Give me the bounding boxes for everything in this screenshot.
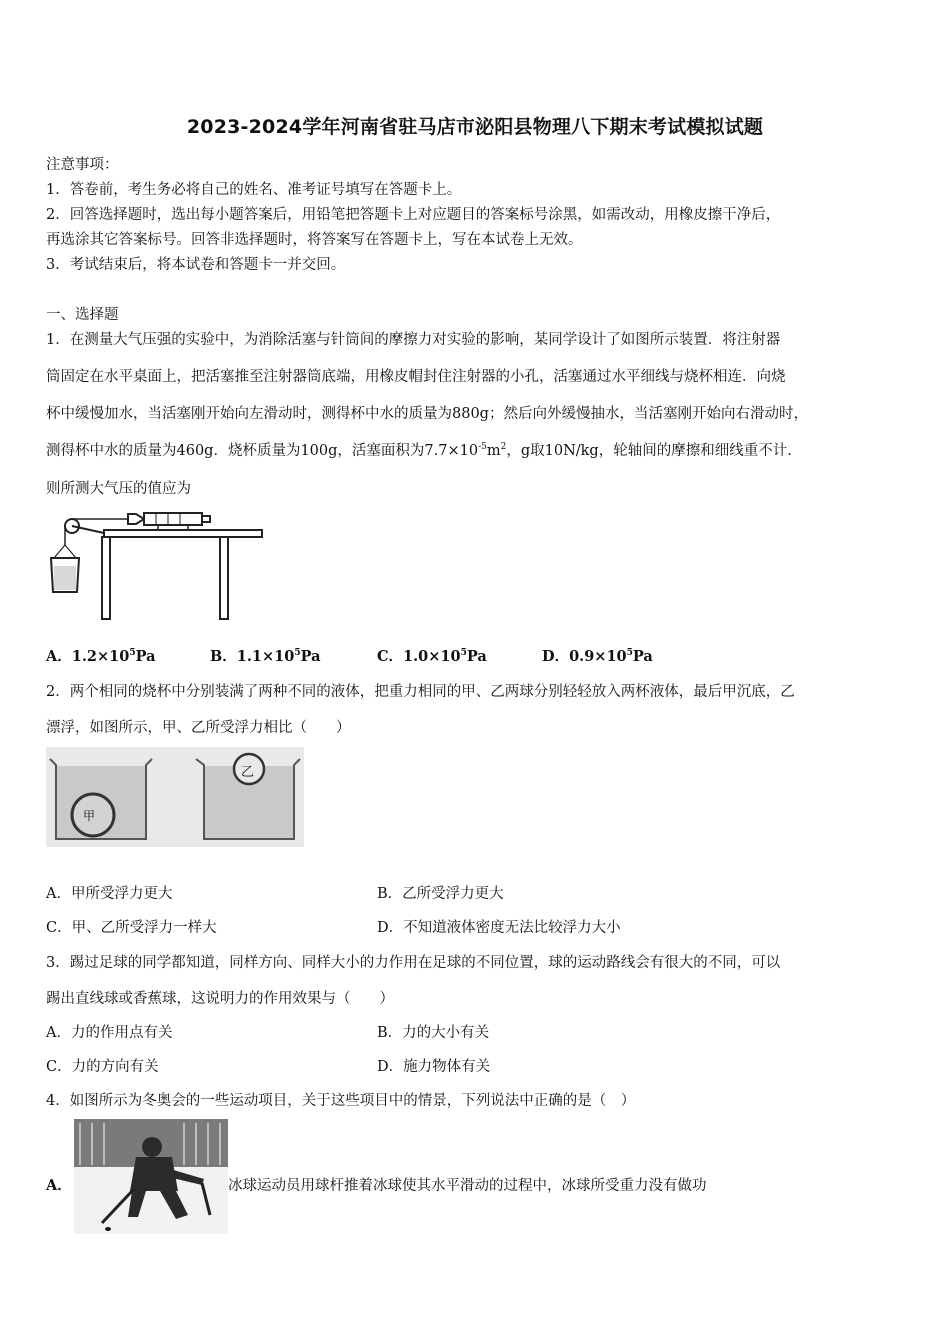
table-top bbox=[104, 530, 262, 537]
q2-beakers-drawing bbox=[46, 747, 304, 847]
q1-unit: m bbox=[486, 443, 501, 459]
syringe-icon bbox=[144, 513, 202, 525]
q1-option-b-unit: Pa bbox=[300, 648, 321, 665]
q1-line: 1．在测量大气压强的实验中，为消除活塞与针筒间的摩擦力对实验的影响，某同学设计了如图所示装置．将注射器 bbox=[46, 332, 781, 348]
q4-hockey-photo bbox=[74, 1119, 228, 1234]
table-leg bbox=[102, 537, 110, 619]
q4-option-a-label: A． bbox=[46, 1177, 72, 1194]
notice-item: 再选涂其它答案标号。回答非选择题时，将答案写在答题卡上，写在本试卷上无效。 bbox=[46, 232, 583, 248]
q1-option-d-exp: 5 bbox=[626, 648, 633, 659]
q1-line: 则所测大气压的值应为 bbox=[46, 481, 191, 497]
q1-line-text: 测得杯中水的质量为460g．烧杯质量为100g，活塞面积为7.7×10 bbox=[46, 443, 479, 459]
q1-line-tail: ，g取10N/kg，轮轴间的摩擦和细线重不计． bbox=[506, 443, 802, 459]
q1-line: 筒固定在水平桌面上，把活塞推至注射器筒底端，用橡皮帽封住注射器的小孔，活塞通过水平细线与烧杯相连．向烧 bbox=[46, 369, 786, 385]
table-leg bbox=[220, 537, 228, 619]
q4-line: 4．如图所示为冬奥会的一些运动项目，关于这些项目中的情景，下列说法中正确的是（ ） bbox=[46, 1093, 636, 1109]
notice-item: 3．考试结束后，将本试卷和答题卡一并交回。 bbox=[46, 257, 346, 273]
q1-option-c-unit: Pa bbox=[466, 648, 487, 665]
q3-option-c: C．力的方向有关 bbox=[46, 1059, 159, 1075]
q1-option-c bbox=[377, 645, 487, 666]
ball-yi-label: 乙 bbox=[241, 765, 255, 780]
q2-line: 漂浮，如图所示，甲、乙所受浮力相比（ ） bbox=[46, 720, 351, 736]
q1-option-a-exp: 5 bbox=[129, 648, 136, 659]
q2-option-b: B．乙所受浮力更大 bbox=[377, 886, 504, 902]
q1-apparatus-figure bbox=[46, 500, 268, 622]
q1-option-b-exp: 5 bbox=[294, 648, 301, 659]
q2-option-a: A．甲所受浮力更大 bbox=[46, 886, 173, 902]
q1-option-d-text: D．0.9×10 bbox=[542, 648, 627, 665]
q2-line: 2．两个相同的烧杯中分别装满了两种不同的液体，把重力相同的甲、乙两球分别轻轻放入两杯液体，最后甲沉底，乙 bbox=[46, 684, 795, 700]
q1-option-c-text: C．1.0×10 bbox=[377, 648, 461, 665]
q3-line: 踢出直线球或香蕉球，这说明力的作用效果与（ ） bbox=[46, 991, 394, 1007]
q3-line: 3．踢过足球的同学都知道，同样方向、同样大小的力作用在足球的不同位置，球的运动路线会有很大的不同，可以 bbox=[46, 955, 781, 971]
q3-option-a: A．力的作用点有关 bbox=[46, 1025, 173, 1041]
q1-option-c-exp: 5 bbox=[460, 648, 467, 659]
q1-option-a bbox=[46, 645, 156, 666]
q3-option-b: B．力的大小有关 bbox=[377, 1025, 490, 1041]
notice-item: 1．答卷前，考生务必将自己的姓名、准考证号填写在答题卡上。 bbox=[46, 182, 462, 198]
section-heading: 一、选择题 bbox=[46, 307, 119, 323]
q1-exponent: -5 bbox=[478, 442, 487, 453]
q4-option-a-text: 冰球运动员用球杆推着冰球使其水平滑动的过程中，冰球所受重力没有做功 bbox=[228, 1178, 707, 1194]
q1-option-b-text: B．1.1×10 bbox=[210, 648, 295, 665]
q1-option-d-unit: Pa bbox=[632, 648, 653, 665]
notice-heading: 注意事项： bbox=[46, 157, 119, 173]
q2-option-c: C．甲、乙所受浮力一样大 bbox=[46, 920, 217, 936]
q1-line: 杯中缓慢加水，当活塞刚开始向左滑动时，测得杯中水的质量为880g；然后向外缓慢抽水，当活塞刚开始向右滑动时， bbox=[46, 406, 808, 422]
q1-option-d bbox=[542, 645, 653, 666]
page-title: 2023-2024学年河南省驻马店市泌阳县物理八下期末考试模拟试题 bbox=[186, 116, 764, 138]
q2-option-d: D．不知道液体密度无法比较浮力大小 bbox=[377, 920, 621, 936]
q1-option-a-text: A．1.2×10 bbox=[46, 648, 130, 665]
q2-beakers-figure bbox=[46, 747, 304, 847]
q1-option-b bbox=[210, 645, 321, 666]
ball-jia-label: 甲 bbox=[83, 809, 96, 823]
q3-option-d: D．施力物体有关 bbox=[377, 1059, 491, 1075]
q1-line-4 bbox=[46, 439, 802, 460]
q1-unit-exponent: 2 bbox=[500, 442, 507, 453]
notice-item: 2．回答选择题时，选出每小题答案后，用铅笔把答题卡上对应题目的答案标号涂黑，如需改动，用橡皮擦干净后， bbox=[46, 207, 781, 223]
q1-option-a-unit: Pa bbox=[135, 648, 156, 665]
